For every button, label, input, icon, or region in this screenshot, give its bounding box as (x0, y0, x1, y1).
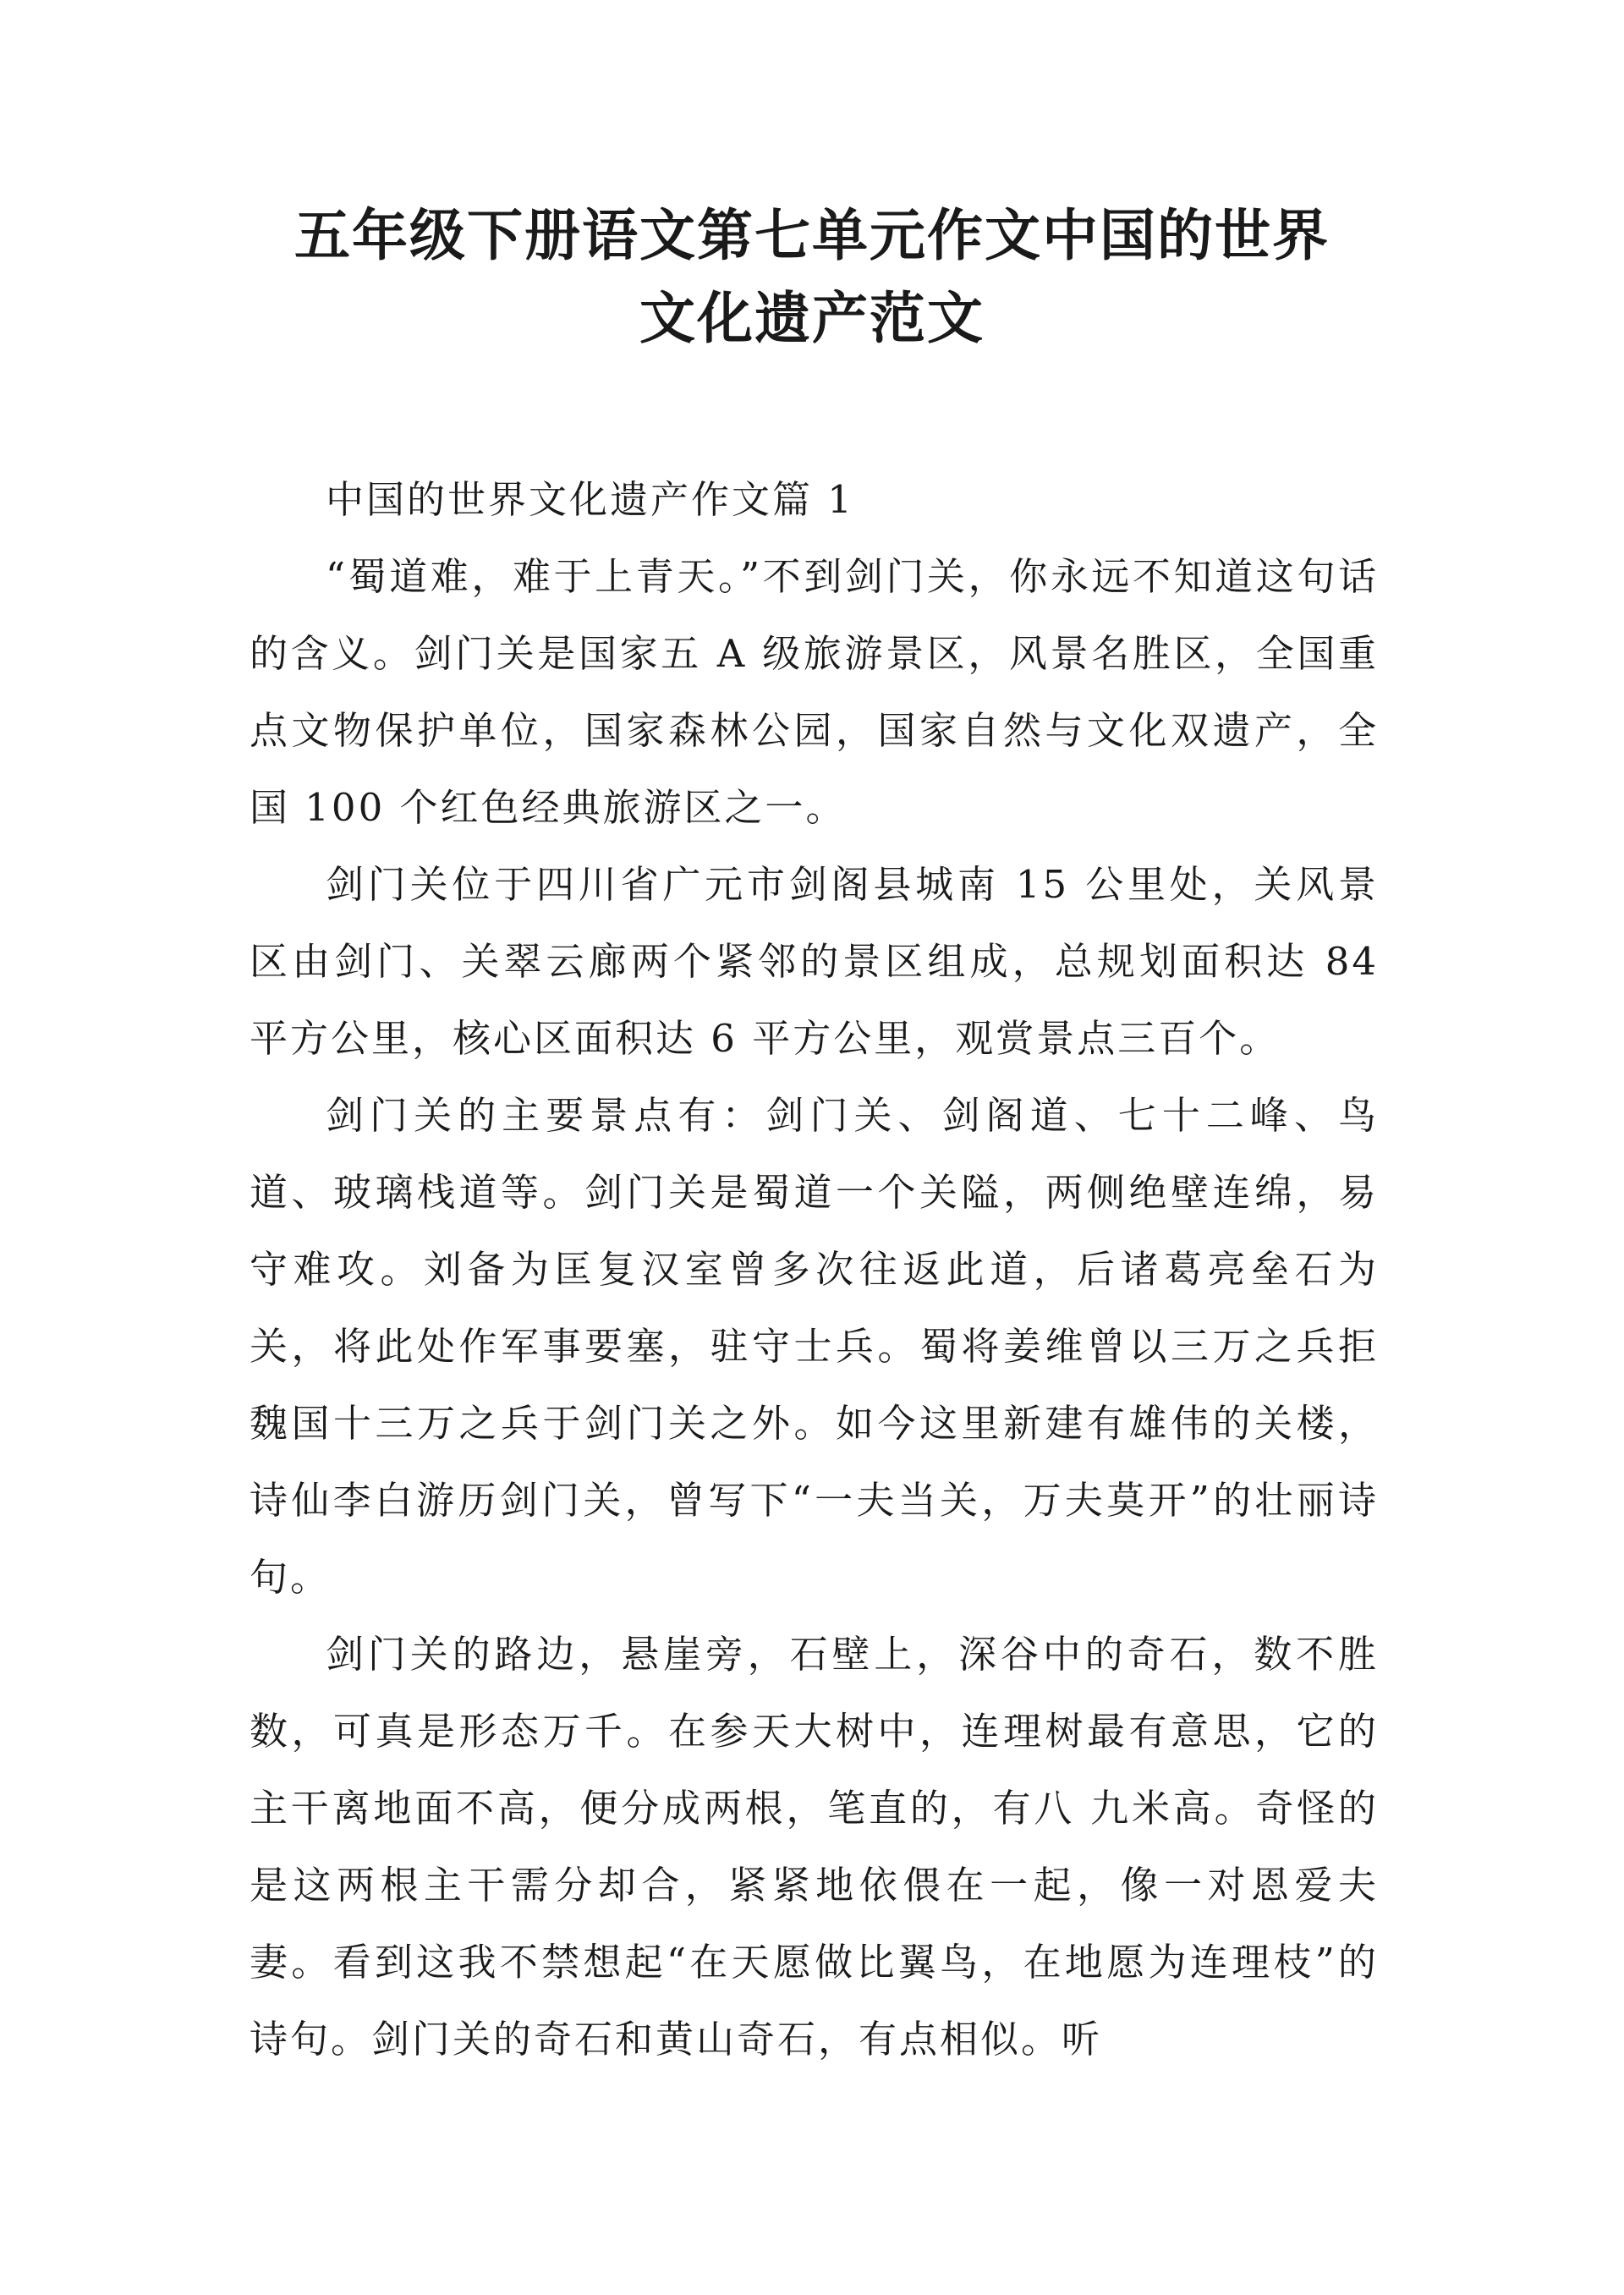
title-line-1: 五年级下册语文第七单元作文中国的世界 (294, 203, 1330, 268)
document-body (250, 461, 1379, 2078)
paragraph-3: 剑门关的主要景点有：剑门关、剑阁道、七十二峰、鸟道、玻璃栈道等。剑门关是蜀道一个关隘，两侧绝壁连绵，易守难攻。刘备为匡复汉室曾多次往返此道，后诸葛亮垒石为关，将此处作军事要塞，驻守士兵。蜀将姜维曾以三万之兵拒魏国十三万之兵于剑门关之外。如今这里新建有雄伟的关楼，诗仙李白游历剑门关，曾写下“一夫当关，万夫莫开”的壮丽诗句。 (250, 1093, 1379, 1600)
paragraph-4: 剑门关的路边，悬崖旁，石壁上，深谷中的奇石，数不胜数，可真是形态万千。在参天大树中，连理树最有意思，它的主干离地面不高，便分成两根，笔直的，有八 九米高。奇怪的是这两根主干需分却合，紧紧地依偎在一起，像一对恩爱夫妻。看到这我不禁想起“在天愿做比翼鸟，在地愿为连理枝”的诗句。剑门关的奇石和黄山奇石，有点相似。听 (250, 1632, 1379, 2062)
paragraph-1: “蜀道难，难于上青天。”不到剑门关，你永远不知道这句话的含义。剑门关是国家五 A 级旅游景区，风景名胜区，全国重点文物保护单位，国家森林公园，国家自然与文化双遗产，全国 100 个红色经典旅游区之一。 (250, 554, 1379, 830)
title-line-2: 文化遗产范文 (639, 286, 985, 351)
document-title (254, 195, 1370, 360)
essay-subtitle: 中国的世界文化遗产作文篇 1 (326, 477, 854, 522)
paragraph-2: 剑门关位于四川省广元市剑阁县城南 15 公里处，关风景区由剑门、关翠云廊两个紧邻的景区组成，总规划面积达 84 平方公里，核心区面积达 6 平方公里，观赏景点三百个。 (250, 862, 1379, 1061)
